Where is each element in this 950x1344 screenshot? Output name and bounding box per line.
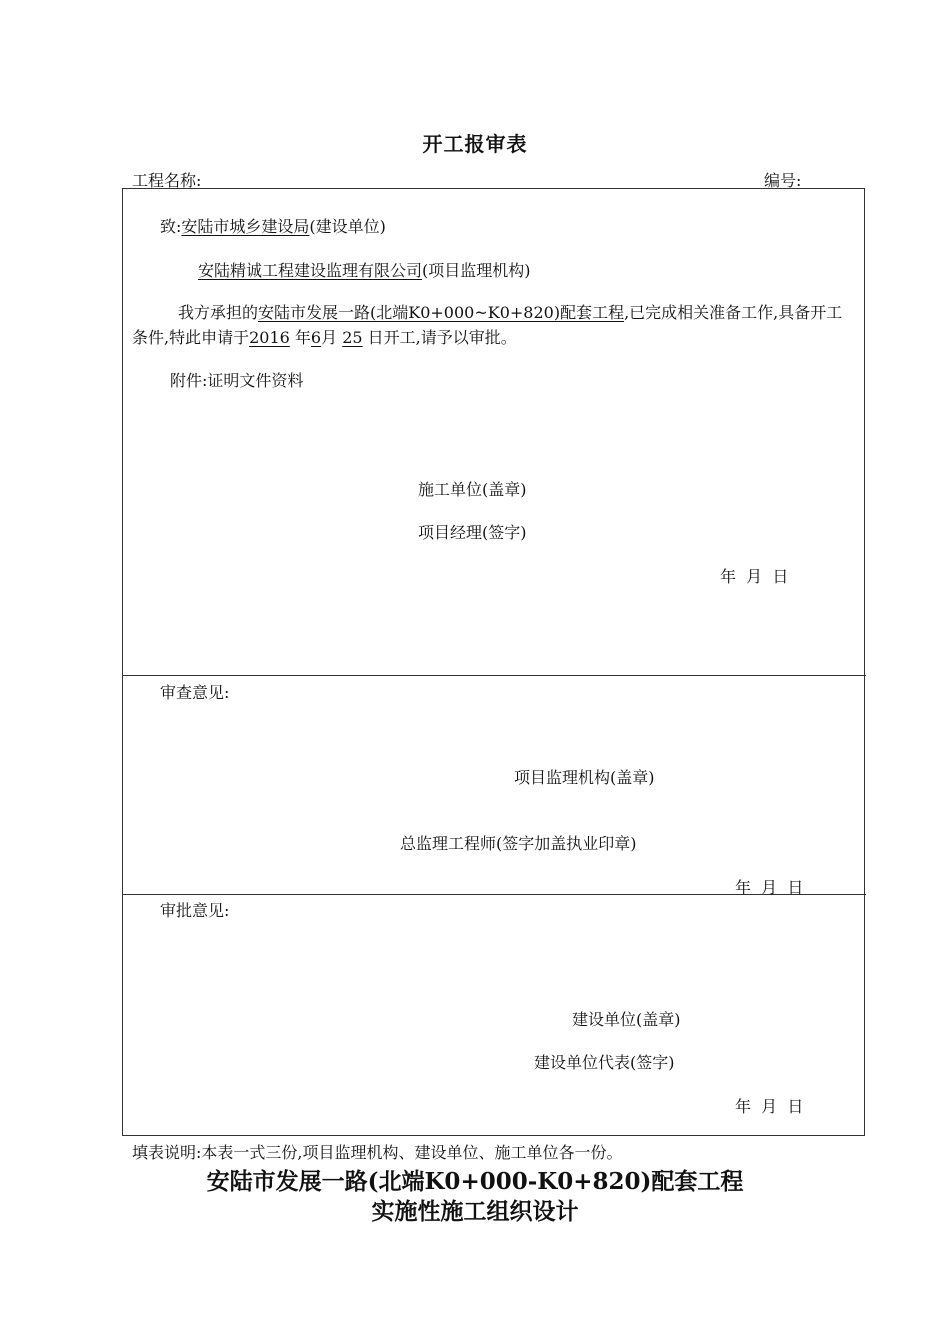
chief-engineer-sign-label: 总监理工程师(签字加盖执业印章): [400, 834, 637, 853]
body-end: 日开工,请予以审批。: [367, 328, 517, 347]
body-mid: ,已完成相关准备工作,具备开工条件,特此申请于: [132, 303, 843, 347]
recipient2-role: (项目监理机构): [422, 261, 531, 280]
section1-date-line: 年 月 日: [720, 567, 789, 586]
form-title: 开工报审表: [422, 132, 528, 156]
year-label: 年: [294, 328, 311, 347]
attachment-note: 附件:证明文件资料: [170, 371, 304, 390]
doc-title-line-1: 安陆市发展一路(北端K0+000-K0+820)配套工程: [206, 1168, 744, 1195]
supervision-seal-label: 项目监理机构(盖章): [514, 768, 655, 787]
doc-title-line-2: 实施性施工组织设计: [371, 1198, 579, 1225]
body-lead: 我方承担的: [178, 303, 259, 322]
start-year: 2016: [249, 328, 290, 347]
recipient-supervision-company: 安陆精诚工程建设监理有限公司: [198, 261, 423, 280]
recipient-line-2: [198, 258, 531, 281]
start-month: 6: [310, 328, 322, 347]
project-manager-sign-label: 项目经理(签字): [418, 523, 527, 542]
serial-no-label: 编号:: [764, 171, 802, 190]
project-name-label: 工程名称:: [132, 171, 202, 190]
contractor-seal-label: 施工单位(盖章): [418, 480, 527, 499]
start-day: 25: [342, 328, 363, 347]
month-label: 月: [321, 328, 338, 347]
recipient-line-1: [160, 214, 386, 237]
recipient1-role: (建设单位): [309, 217, 386, 236]
review-opinion-heading: 审查意见:: [160, 683, 230, 702]
form-footnote: 填表说明:本表一式三份,项目监理机构、建设单位、施工单位各一份。: [132, 1143, 623, 1162]
project-name-value: 安陆市发展一路(北端K0+000~K0+820)配套工程: [258, 303, 625, 322]
owner-rep-sign-label: 建设单位代表(签字): [534, 1053, 675, 1072]
application-paragraph: [132, 300, 847, 350]
section3-date-line: 年 月 日: [735, 1097, 804, 1116]
owner-seal-label: 建设单位(盖章): [572, 1010, 681, 1029]
section2-date-line: 年 月 日: [735, 878, 804, 897]
recipient-construction-bureau: 安陆市城乡建设局: [181, 217, 310, 236]
section-divider-1: [122, 675, 866, 676]
approval-opinion-heading: 审批意见:: [160, 901, 230, 920]
to-prefix: 致:: [160, 217, 182, 236]
